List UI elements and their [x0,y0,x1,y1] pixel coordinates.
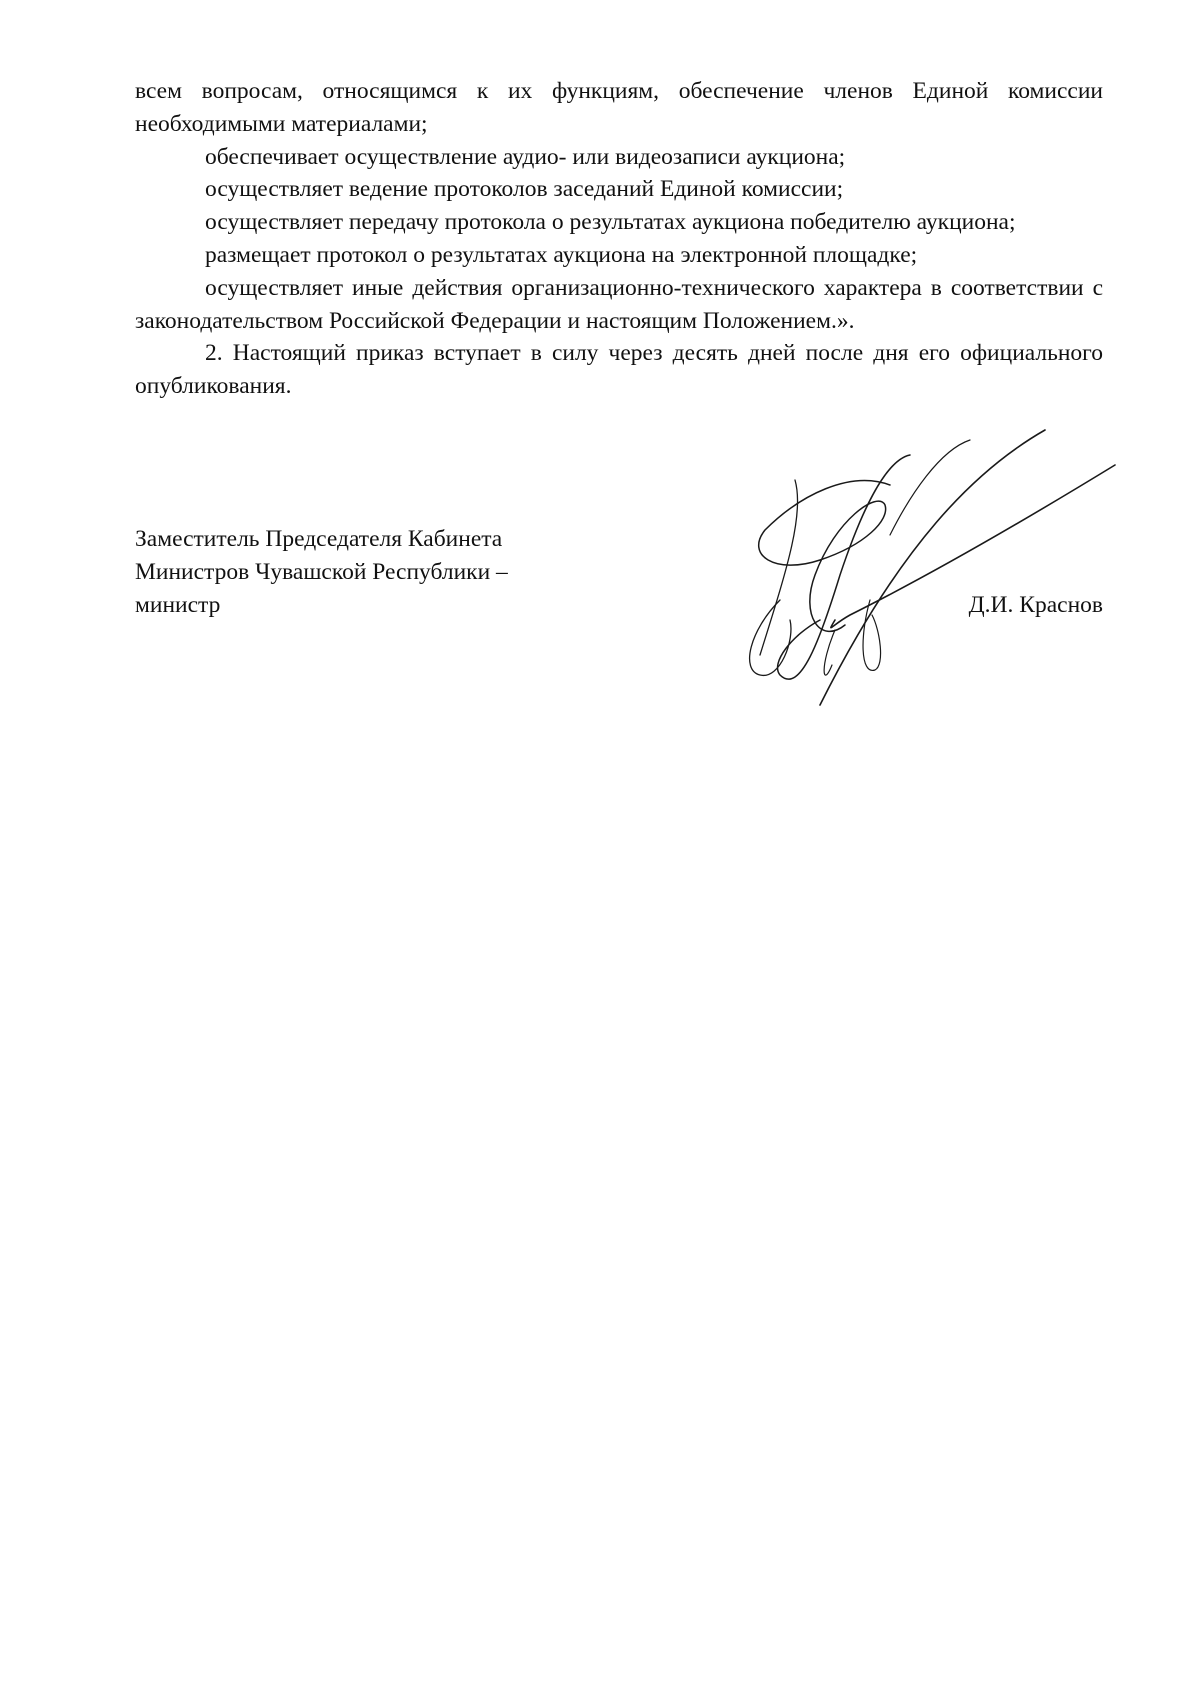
paragraph-7: 2. Настоящий приказ вступает в силу через десять дней после дня его официального опубликования. [135,340,1103,400]
paragraph-1: всем вопросам, относящимся к их функциям, обеспечение членов Единой комиссии необходимыми материалами; [135,78,1103,137]
signatory-position-line: министр [135,591,221,618]
signatory-position-line: Заместитель Председателя Кабинета [135,526,503,552]
paragraph-3: осуществляет ведение протоколов заседаний Единой комиссии; [205,176,844,203]
signatory-position-line: Министров Чувашской Республики – [135,558,508,585]
paragraph-5: размещает протокол о результатах аукциона на электронной площадке; [205,241,918,268]
signer-name: Д.И. Краснов [968,592,1103,618]
document-body [135,75,1103,403]
paragraph-6: осуществляет иные действия организационно-технического характера в соответствии с законодательством Российской Федерации и настоящим Положением.». [135,274,1103,334]
handwritten-signature [740,425,1120,710]
paragraph-4: осуществляет передачу протокола о результатах аукциона победителю аукциона; [205,209,1016,236]
signatory-position [135,523,508,621]
paragraph-2: обеспечивает осуществление аудио- или видеозаписи аукциона; [205,143,846,170]
